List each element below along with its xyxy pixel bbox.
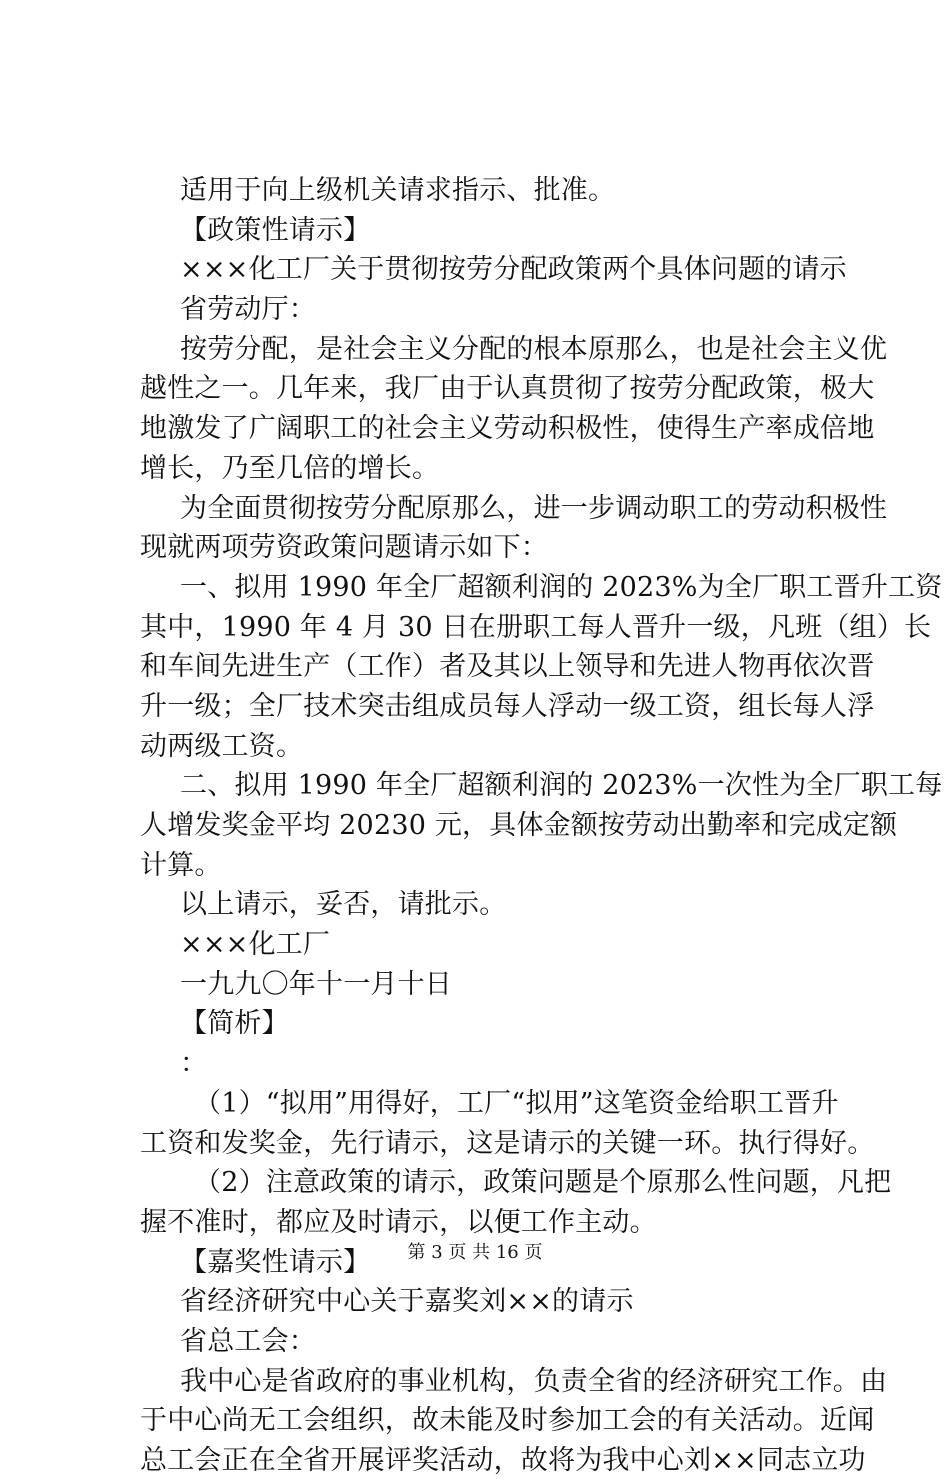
text-line: 于中心尚无工会组织，故未能及时参加工会的有关活动。近闻 — [140, 1405, 875, 1437]
recipient-line: 省劳动厅： — [180, 294, 316, 326]
letter-title: 省经济研究中心关于嘉奖刘××的请示 — [180, 1286, 634, 1318]
text-line: 动两级工资。 — [140, 730, 304, 762]
text-line: 一、拟用 1990 年全厂超额利润的 2023%为全厂职工晋升工资 — [180, 571, 943, 603]
text-line: 计算。 — [140, 849, 222, 881]
text-line: 越性之一。几年来，我厂由于认真贯彻了按劳分配政策，极大 — [140, 373, 875, 405]
text-line: 我中心是省政府的事业机构，负责全省的经济研究工作。由 — [180, 1365, 888, 1397]
text-line: 适用于向上级机关请求指示、批准。 — [180, 175, 616, 206]
text-line: 人增发奖金平均 20230 元，具体金额按劳动出勤率和完成定额 — [140, 810, 898, 841]
text-line: 总工会正在全省开展评奖活动，故将为我中心刘××同志立功 — [140, 1445, 866, 1476]
text-line: 以上请示，妥否，请批示。 — [180, 889, 507, 921]
text-line: 握不准时，都应及时请示，以便工作主动。 — [140, 1206, 657, 1238]
text-line: 为全面贯彻按劳分配原那么，进一步调动职工的劳动积极性 — [180, 492, 888, 524]
text-line: 二、拟用 1990 年全厂超额利润的 2023%一次性为全厂职工每 — [180, 770, 943, 802]
text-line: 其中，1990 年 4 月 30 日在册职工每人晋升一级，凡班（组）长 — [140, 611, 932, 643]
date-line: 一九九〇年十一月十日 — [180, 968, 452, 1000]
recipient-line: 省总工会： — [180, 1325, 316, 1357]
text-line: 现就两项劳资政策问题请示如下： — [140, 532, 548, 564]
text-line: （1）“拟用”用得好，工厂“拟用”这笔资金给职工晋升 — [194, 1087, 839, 1119]
text-line: 按劳分配，是社会主义分配的根本原那么，也是社会主义优 — [180, 333, 888, 365]
section-heading: 【政策性请示】 — [180, 214, 371, 246]
signature-line: ×××化工厂 — [180, 929, 331, 961]
page-number-footer: 第 3 页 共 16 页 — [407, 1242, 543, 1263]
text-line: （2）注意政策的请示，政策问题是个原那么性问题，凡把 — [194, 1167, 892, 1199]
text-line: 升一级；全厂技术突击组成员每人浮动一级工资，组长每人浮 — [140, 690, 875, 722]
text-line: ： — [180, 1048, 208, 1080]
text-line: 增长，乃至几倍的增长。 — [140, 452, 440, 484]
text-line: 和车间先进生产（工作）者及其以上领导和先进人物再依次晋 — [140, 651, 875, 683]
section-heading: 【嘉奖性请示】 — [180, 1246, 371, 1278]
text-line: 工资和发奖金，先行请示，这是请示的关键一环。执行得好。 — [140, 1127, 875, 1159]
text-line: 地激发了广阔职工的社会主义劳动积极性，使得生产率成倍地 — [140, 413, 875, 445]
letter-title: ×××化工厂关于贯彻按劳分配政策两个具体问题的请示 — [180, 254, 847, 286]
document-body — [140, 171, 943, 1481]
section-heading: 【简析】 — [180, 1008, 289, 1040]
